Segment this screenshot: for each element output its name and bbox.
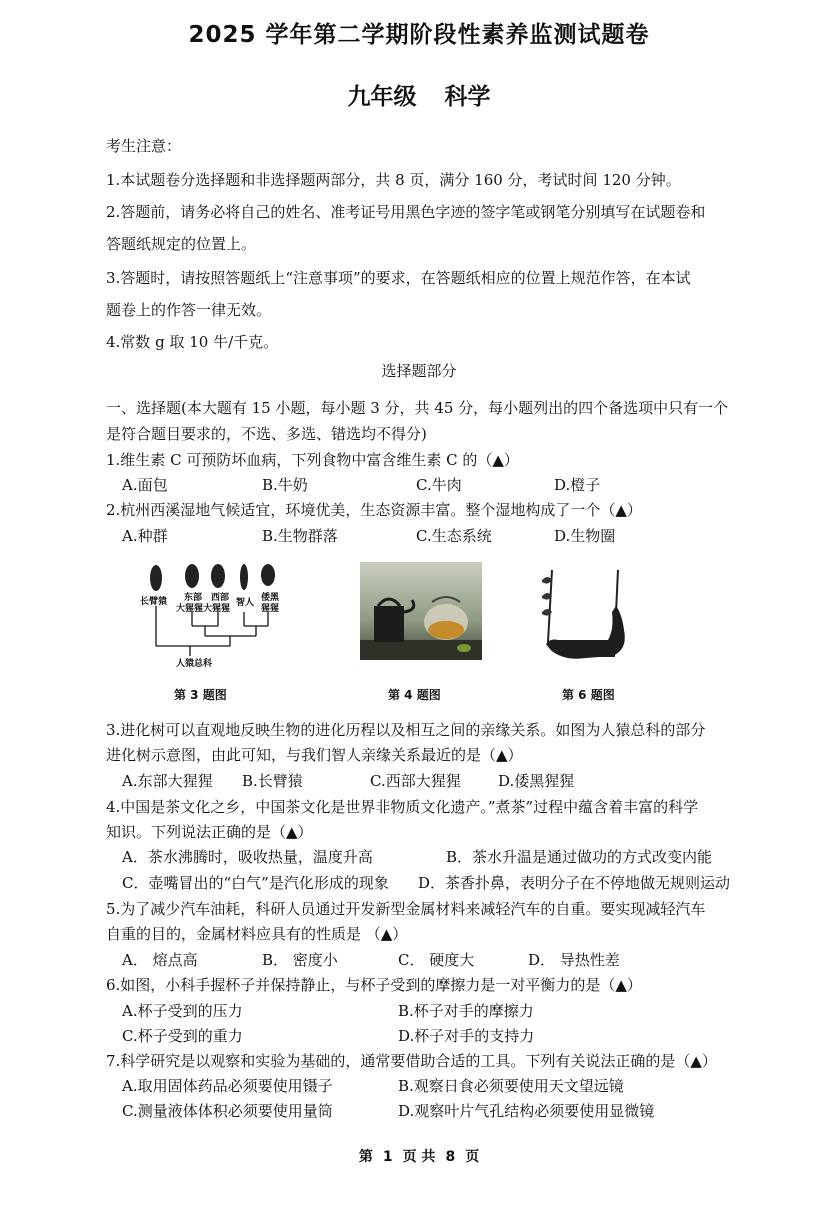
q6-option-b: B.杯子对手的摩擦力 [398, 1002, 534, 1020]
q5-option-c: C． 硬度大 [398, 951, 475, 969]
evolution-tree-figure [140, 560, 300, 670]
q4-option-b: B．茶水升温是通过做功的方式改变内能 [446, 848, 713, 866]
q4-option-c: C．壶嘴冒出的“白气”是汽化形成的现象 [122, 874, 389, 892]
q7-option-a: A.取用固体药品必须要使用镊子 [122, 1077, 333, 1095]
notice-line-1: 1.本试题卷分选择题和非选择题两部分，共 8 页，满分 160 分，考试时间 120 分钟。 [106, 171, 681, 189]
label-western-1: 西部 [211, 593, 230, 603]
label-bonobo-2: 猩猩 [261, 604, 280, 614]
label-hominoidea: 人猿总科 [176, 659, 213, 669]
grade-label: 九年级 [347, 84, 417, 110]
label-human: 智人 [236, 598, 255, 608]
footer-end-label: 页 [465, 1149, 480, 1165]
fig3-caption: 第 3 题图 [174, 688, 227, 702]
notice-line-2: 2.答题前，请务必将自己的姓名、准考证号用黑色字迹的签字笔或钢笔分别填写在试题卷和 [106, 203, 706, 221]
eastern-gorilla-silhouette [185, 564, 199, 588]
bonobo-silhouette [261, 564, 275, 586]
q2-stem: 2.杭州西溪湿地气候适宜，环境优美，生态资源丰富。整个湿地构成了一个（▲） [106, 501, 642, 519]
notice-line-5: 题卷上的作答一律无效。 [106, 301, 272, 319]
q1-option-a: A.面包 [122, 476, 168, 494]
q7-stem: 7.科学研究是以观察和实验为基础的，通常要借助合适的工具。下列有关说法正确的是（▲） [106, 1052, 717, 1070]
hand-icon [546, 606, 625, 659]
q2-option-b: B.生物群落 [262, 527, 338, 545]
q3-option-b: B.长臂猿 [242, 772, 303, 790]
gibbon-silhouette [150, 565, 162, 591]
footer-total-pages: 8 [445, 1149, 456, 1165]
footer-mid-label: 页 共 [402, 1149, 436, 1165]
label-eastern-1: 东部 [184, 593, 203, 603]
tea-boiling-photo [360, 562, 482, 660]
q1-option-c: C.牛肉 [416, 476, 462, 494]
q4-stem-2: 知识。下列说法正确的是（▲） [106, 823, 313, 841]
label-eastern-2: 大猩猩 [176, 604, 204, 614]
q2-option-a: A.种群 [122, 527, 168, 545]
q3-stem-2: 进化树示意图，由此可知，与我们智人亲缘关系最近的是（▲） [106, 746, 523, 764]
q1-option-d: D.橙子 [554, 476, 601, 494]
notice-line-6: 4.常数 g 取 10 牛/千克。 [106, 333, 279, 351]
q3-option-a: A.东部大猩猩 [122, 772, 213, 790]
kettle-icon [374, 606, 404, 642]
q3-option-d: D.倭黑猩猩 [498, 772, 575, 790]
q2-option-d: D.生物圈 [554, 527, 616, 545]
human-silhouette [240, 564, 248, 590]
grade-subject [0, 78, 838, 111]
q2-option-c: C.生态系统 [416, 527, 492, 545]
section-intro-2: 是符合题目要求的，不选、多选、错选均不得分) [106, 425, 427, 443]
fig6-caption: 第 6 题图 [562, 688, 615, 702]
q3-stem-1: 3.进化树可以直观地反映生物的进化历程以及相互之间的亲缘关系。如图为人猿总科的部分 [106, 721, 706, 739]
q1-option-b: B.牛奶 [262, 476, 308, 494]
q5-option-b: B． 密度小 [262, 951, 338, 969]
footer-current-page: 1 [382, 1149, 393, 1165]
subject-label: 科学 [444, 84, 491, 110]
q4-option-d: D．茶香扑鼻，表明分子在不停地做无规则运动 [418, 874, 731, 892]
page-footer [0, 1146, 838, 1166]
section-title: 选择题部分 [381, 362, 457, 380]
label-western-2: 大猩猩 [203, 604, 231, 614]
notice-line-4: 3.答题时，请按照答题纸上“注意事项”的要求，在答题纸相应的位置上规范作答，在本试 [106, 269, 691, 287]
q6-option-a: A.杯子受到的压力 [122, 1002, 243, 1020]
q1-stem: 1.维生素 C 可预防坏血病，下列食物中富含维生素 C 的（▲） [106, 451, 519, 469]
q7-option-b: B.观察日食必须要使用天文望远镜 [398, 1077, 624, 1095]
exam-title: 2025 学年第二学期阶段性素养监测试题卷 [188, 22, 650, 48]
q5-option-d: D． 导热性差 [528, 951, 620, 969]
q5-option-a: A． 熔点高 [122, 951, 198, 969]
section-intro-1: 一、选择题(本大题有 15 小题，每小题 3 分，共 45 分，每小题列出的四个备选项中只有一个 [106, 399, 729, 417]
label-gibbon: 长臂猿 [140, 597, 168, 607]
footer-page-label: 第 [358, 1149, 373, 1165]
hand-holding-cup-figure [538, 566, 634, 666]
label-bonobo-1: 倭黑 [261, 593, 280, 603]
notice-heading: 考生注意： [106, 137, 182, 155]
fig4-caption: 第 4 题图 [388, 688, 441, 702]
q4-option-a: A．茶水沸腾时，吸收热量，温度升高 [122, 848, 373, 866]
q4-stem-1: 4.中国是茶文化之乡，中国茶文化是世界非物质文化遗产。”煮茶”过程中蕴含着丰富的科学 [106, 798, 699, 816]
q3-option-c: C.西部大猩猩 [370, 772, 461, 790]
q5-stem-2: 自重的目的，金属材料应具有的性质是 （▲） [106, 925, 408, 943]
q6-stem: 6.如图，小科手握杯子并保持静止，与杯子受到的摩擦力是一对平衡力的是（▲） [106, 976, 642, 994]
western-gorilla-silhouette [211, 564, 225, 588]
q7-option-c: C.测量液体体积必须要使用量筒 [122, 1102, 333, 1120]
q6-option-d: D.杯子对手的支持力 [398, 1027, 535, 1045]
notice-line-3: 答题纸规定的位置上。 [106, 235, 257, 253]
q7-option-d: D.观察叶片气孔结构必须要使用显微镜 [398, 1102, 655, 1120]
q6-option-c: C.杯子受到的重力 [122, 1027, 243, 1045]
q5-stem-1: 5.为了减少汽车油耗，科研人员通过开发新型金属材料来减轻汽车的自重。要实现减轻汽车 [106, 900, 706, 918]
